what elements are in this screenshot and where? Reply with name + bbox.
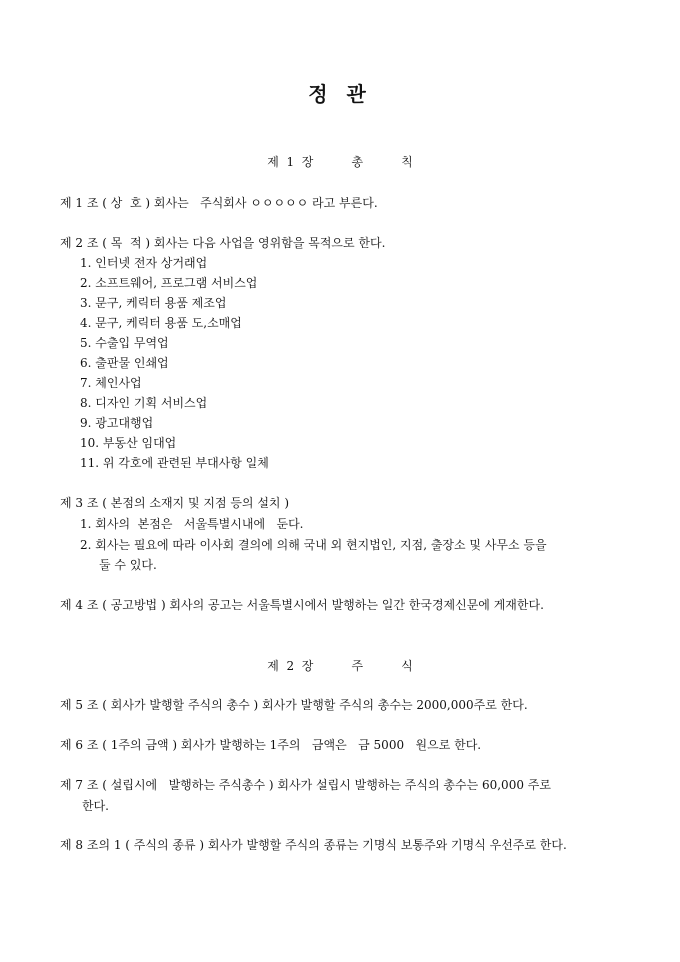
article-8: 제 8 조의 1 ( 주식의 종류 ) 회사가 발행할 주식의 종류는 기명식 보통주와 기명식 우선주로 한다. xyxy=(60,838,567,852)
article-7: 제 7 조 ( 설립시에 발행하는 주식총수 ) 회사가 설립시 발행하는 주식의 총수는 60,000 주로 xyxy=(60,778,551,792)
article-2-item: 9. 광고대행업 xyxy=(80,416,154,430)
document-title: 정 관 xyxy=(308,82,372,106)
article-2-item: 5. 수출입 무역업 xyxy=(80,336,169,350)
article-2-item: 10. 부동산 임대업 xyxy=(80,436,177,450)
article-2-item: 8. 디자인 기획 서비스업 xyxy=(80,396,208,410)
article-5: 제 5 조 ( 회사가 발행할 주식의 총수 ) 회사가 발행할 주식의 총수는 2000,000주로 한다. xyxy=(60,698,528,712)
chapter-2-heading: 제 2 장 주 식 xyxy=(267,659,413,673)
chapter-1-heading: 제 1 장 총 칙 xyxy=(267,155,413,169)
article-6: 제 6 조 ( 1주의 금액 ) 회사가 발행하는 1주의 금액은 금 5000 원으로 한다. xyxy=(60,738,482,752)
article-3-item: 2. 회사는 필요에 따라 이사회 결의에 의해 국내 외 현지법인, 지점, 출장소 및 사무소 등을 xyxy=(80,538,547,552)
article-7-continuation: 한다. xyxy=(82,799,109,813)
article-2: 제 2 조 ( 목 적 ) 회사는 다음 사업을 영위함을 목적으로 한다. xyxy=(60,236,386,250)
article-2-item: 1. 인터넷 전자 상거래업 xyxy=(80,256,208,270)
article-2-item: 7. 체인사업 xyxy=(80,376,142,390)
article-3-item-continuation: 둘 수 있다. xyxy=(99,558,157,572)
article-1: 제 1 조 ( 상 호 ) 회사는 주식회사 ㅇㅇㅇㅇㅇ 라고 부른다. xyxy=(60,196,378,210)
article-2-item: 11. 위 각호에 관련된 부대사항 일체 xyxy=(80,456,269,470)
article-2-item: 3. 문구, 케릭터 용품 제조업 xyxy=(80,296,227,310)
article-3-item: 1. 회사의 본점은 서울특별시내에 둔다. xyxy=(80,517,304,531)
article-4: 제 4 조 ( 공고방법 ) 회사의 공고는 서울특별시에서 발행하는 일간 한국경제신문에 게재한다. xyxy=(60,598,544,612)
article-2-item: 4. 문구, 케릭터 용품 도,소매업 xyxy=(80,316,242,330)
article-2-item: 6. 출판물 인쇄업 xyxy=(80,356,169,370)
article-2-item: 2. 소프트웨어, 프로그램 서비스업 xyxy=(80,276,258,290)
article-3: 제 3 조 ( 본점의 소재지 및 지점 등의 설치 ) xyxy=(60,496,290,510)
